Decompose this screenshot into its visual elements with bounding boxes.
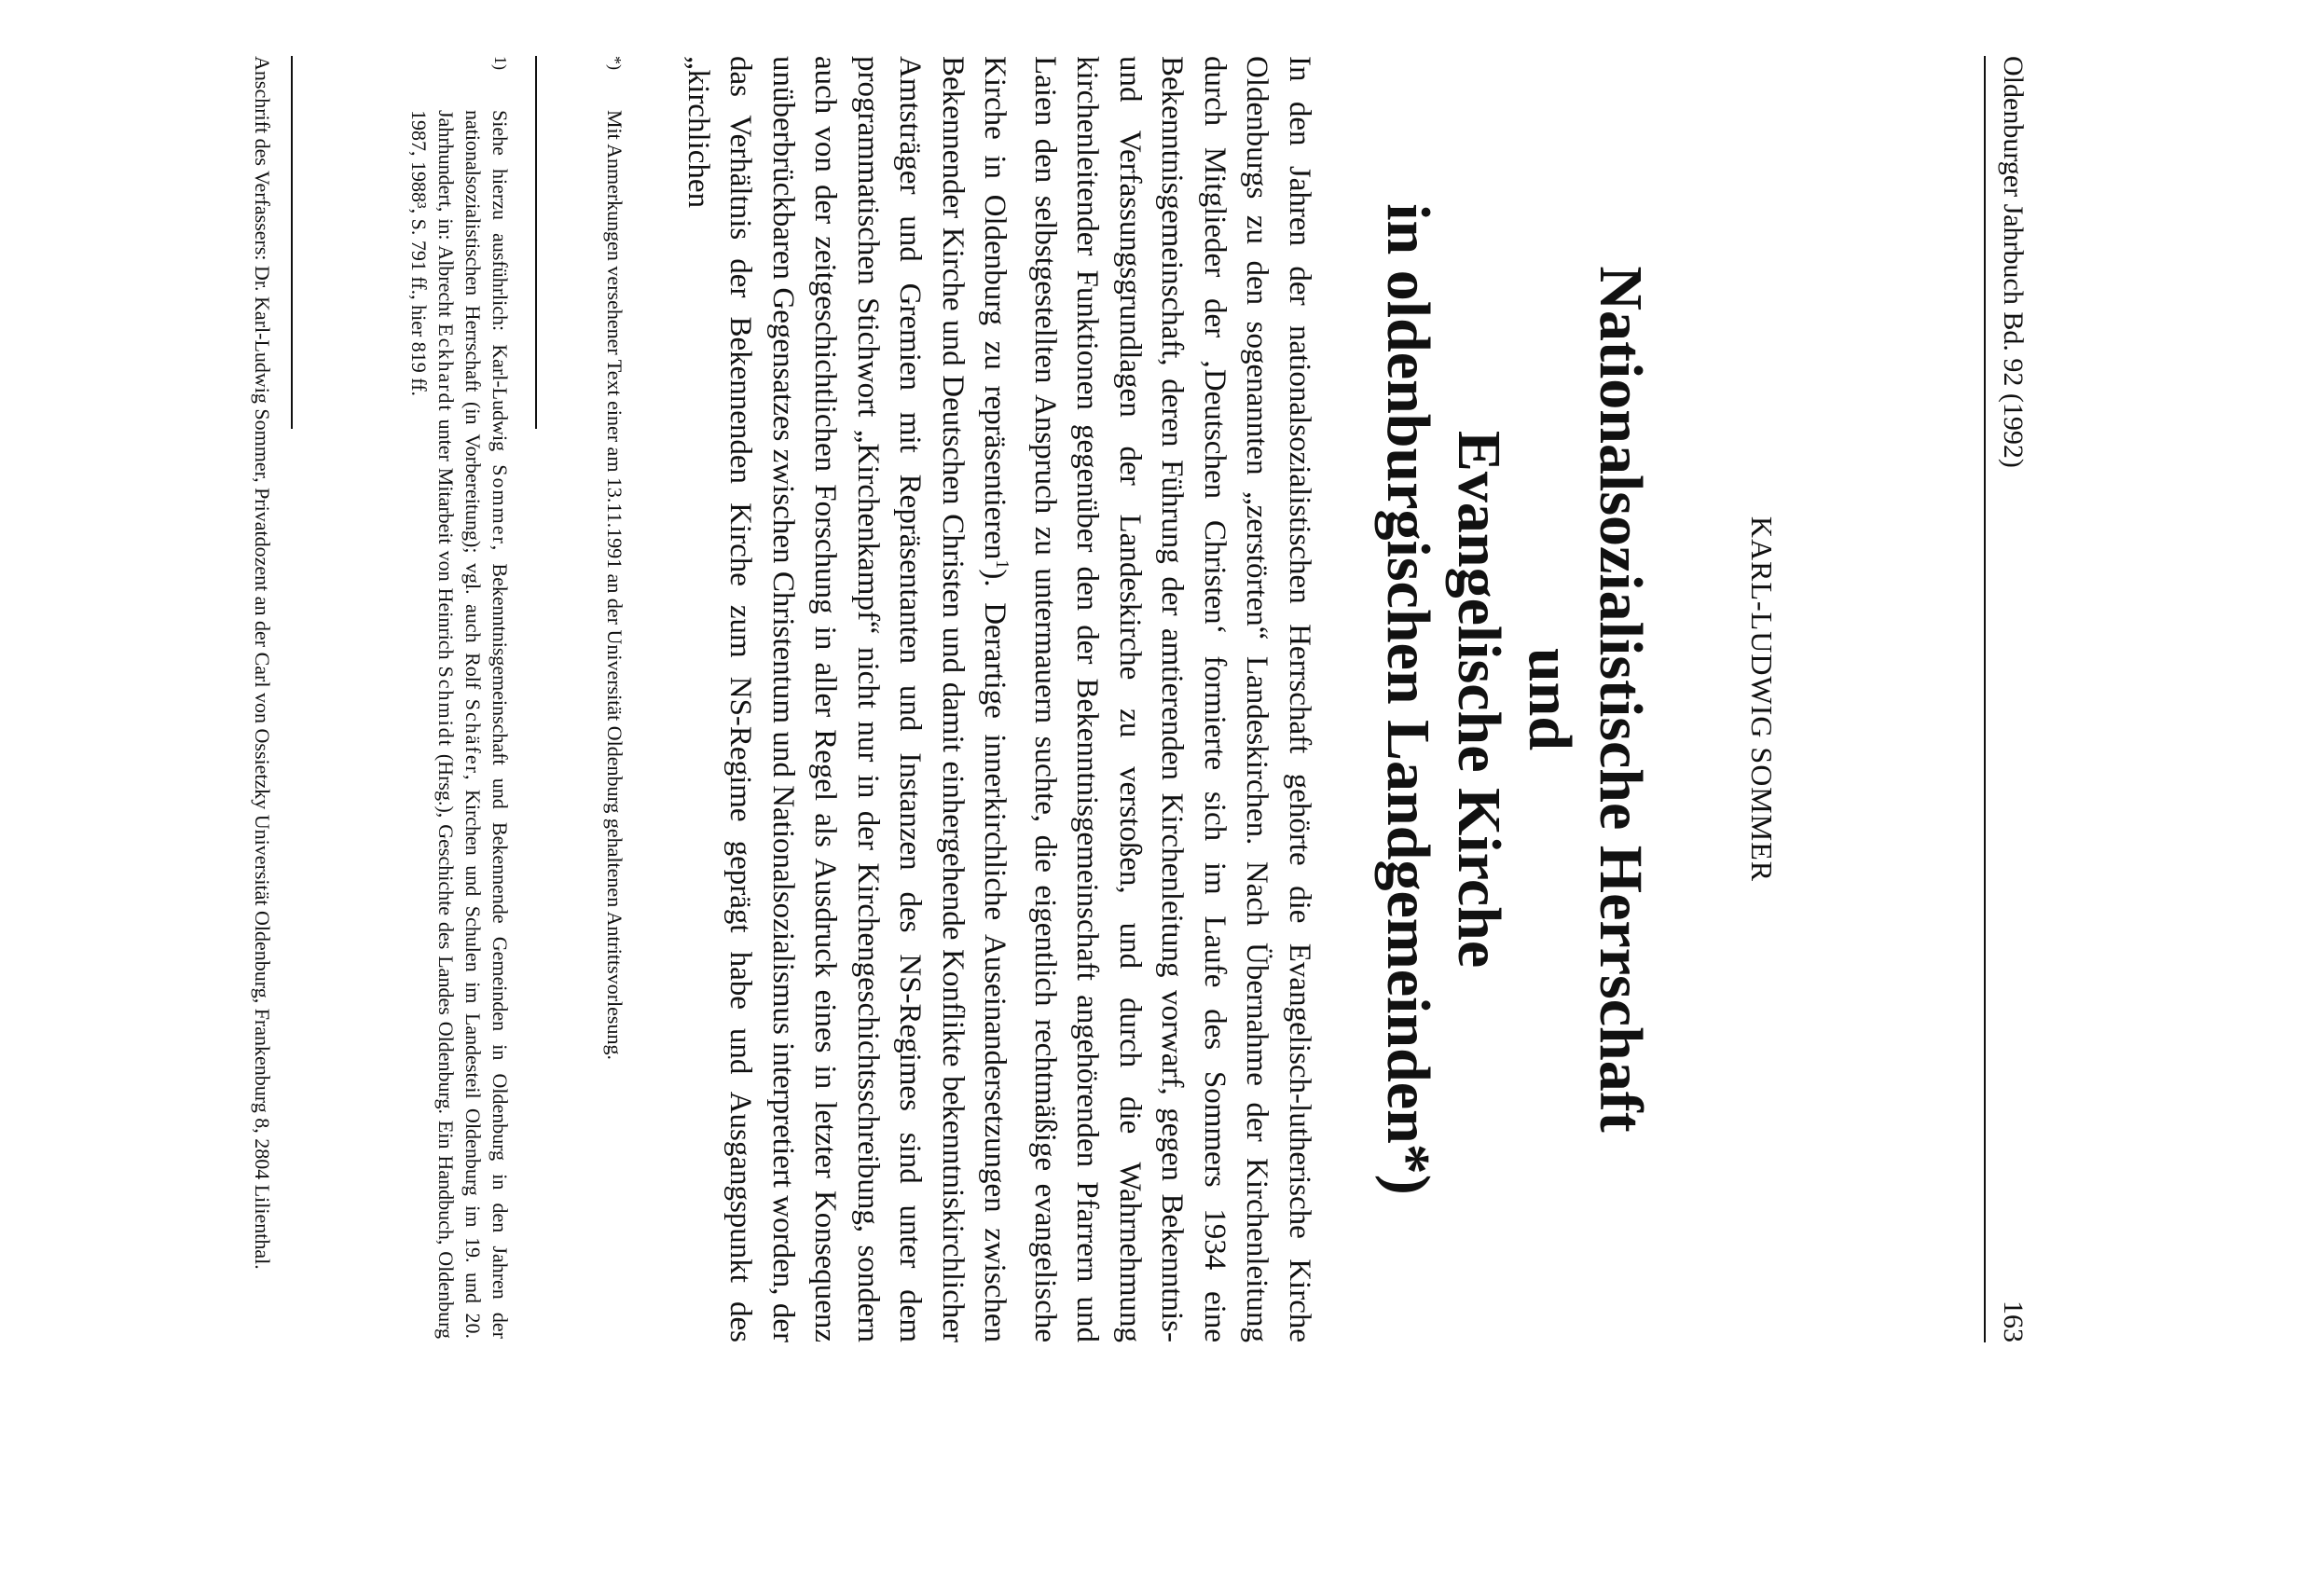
footnote-1-author-sommer: Sommer	[489, 464, 512, 545]
footnote-1-text-e: (Hrsg.), Geschichte des Landes Oldenburg. Ein Handbuch, Oldenburg 1987, 1988³, S. 791 ff., hier 819 ff.	[407, 110, 458, 1340]
footnote-separator	[535, 56, 537, 429]
footnote-1-text-a: Siehe hierzu ausführlich: Karl-Ludwig	[489, 110, 512, 465]
footnote-1-text	[406, 110, 514, 1339]
title-line-4-text: in oldenburgischen Landgemeinden	[1374, 203, 1442, 1144]
body-paragraph	[677, 56, 1321, 1342]
footnote-1-text-c: , Kirchen und Schulen im Landesteil Oldenburg im 19. und 20. Jahrhundert, in: Albrecht	[434, 110, 485, 1339]
running-head	[1991, 56, 2029, 1342]
footnote-1-editor-eckhardt: Eckhardt	[434, 323, 458, 413]
footnote-star	[601, 56, 628, 1342]
footnote-star-text: Mit Anmerkungen versehener Text einer am 13.11.1991 an der Universität Oldenburg gehaltenen Antrittsvorlesung.	[603, 110, 626, 1060]
article-author: KARL-LUDWIG SOMMER	[1745, 516, 1779, 883]
footnote-1	[406, 56, 514, 1342]
footnote-1-editor-schmidt: Schmidt	[434, 666, 458, 748]
title-line-3: Evangelische Kirche	[1445, 430, 1513, 969]
footnote-1-text-b: , Bekenntnisgemeinschaft und Bekennende Gemeinden in Oldenburg in den Jahren der nationalsozialistischen Herrschaft (in Vorbereitung); vgl. auch Rolf	[461, 110, 512, 1340]
footnote-1-marker: 1)	[491, 56, 510, 70]
page-number: 163	[1998, 1300, 2029, 1342]
footnote-reference-1[interactable]: 1	[992, 559, 1013, 570]
footnote-1-text-d: unter Mitarbeit von Heinrich	[434, 412, 458, 667]
author-address: Anschrift des Verfassers: Dr. Karl-Ludwig Sommer, Privatdozent an der Carl von Ossietzky Universität Oldenburg, Frankenburg 8, 2804 Lilienthal.	[251, 56, 274, 1270]
footnote-1-author-schaefer: Schäfer	[461, 698, 485, 775]
header-rule	[1984, 56, 1986, 1342]
title-line-1: Nationalsozialistische Herrschaft	[1587, 266, 1655, 1133]
rotated-journal-page	[127, 56, 2029, 1342]
title-footnote-marker: *)	[1374, 1143, 1442, 1195]
journal-title: Oldenburger Jahrbuch Bd. 92 (1992)	[1998, 56, 2029, 468]
title-line-4	[1372, 56, 1443, 1342]
body-text-part-2: ). Derartige innerkirchliche Auseinandersetzungen zwischen Bekennender Kirche und Deutschen Christen und damit einhergehende Konflikte bekenntniskirchlicher Amtsträger und Gremien mit Repräsentanten und Instanzen des NS-Regimes sind unter dem programmatischen Stichwort „Kirchenkampf“ nicht nur in der Kirchengeschichtsschreibung, sondern auch von der zeitgeschichtlichen Forschung in aller Regel als Ausdruck eines in letzter Konsequenz unüberbrückbaren Gegensatzes zwischen Christentum und Nationalsozialismus interpretiert worden, der das Verhältnis der Bekennenden Kirche zum NS-Regime geprägt habe und Ausgangspunkt des „kirchlichen	[681, 56, 1012, 1342]
article-title	[1372, 56, 1656, 1342]
footnote-star-marker: *)	[606, 56, 625, 70]
title-line-2: und	[1516, 647, 1584, 751]
address-separator	[291, 56, 293, 429]
body-text-part-1: In den Jahren der nationalsozialistischen Herrschaft gehörte die Evangelisch-lutherische Kirche Oldenburgs zu den sogenannten „zerstörten“ Landeskirchen. Nach Übernahme der Kirchenleitung durch Mitglieder der ‚Deutschen Christen‘ formierte sich im Laufe des Sommers 1934 eine Bekenntnisgemeinschaft, deren Führung der amtierenden Kirchenleitung vorwarf, gegen Bekenntnis- und Verfassungsgrundlagen der Landeskirche zu verstoßen, und durch die Wahrnehmung kirchenleitender Funktionen gegenüber den der Bekenntnisgemeinschaft angehörenden Pfarrern und Laien den selbstgestellten Anspruch zu untermauern suchte, die eigentlich rechtmäßige evangelische Kirche in Oldenburg zu repräsentieren	[978, 56, 1316, 1342]
